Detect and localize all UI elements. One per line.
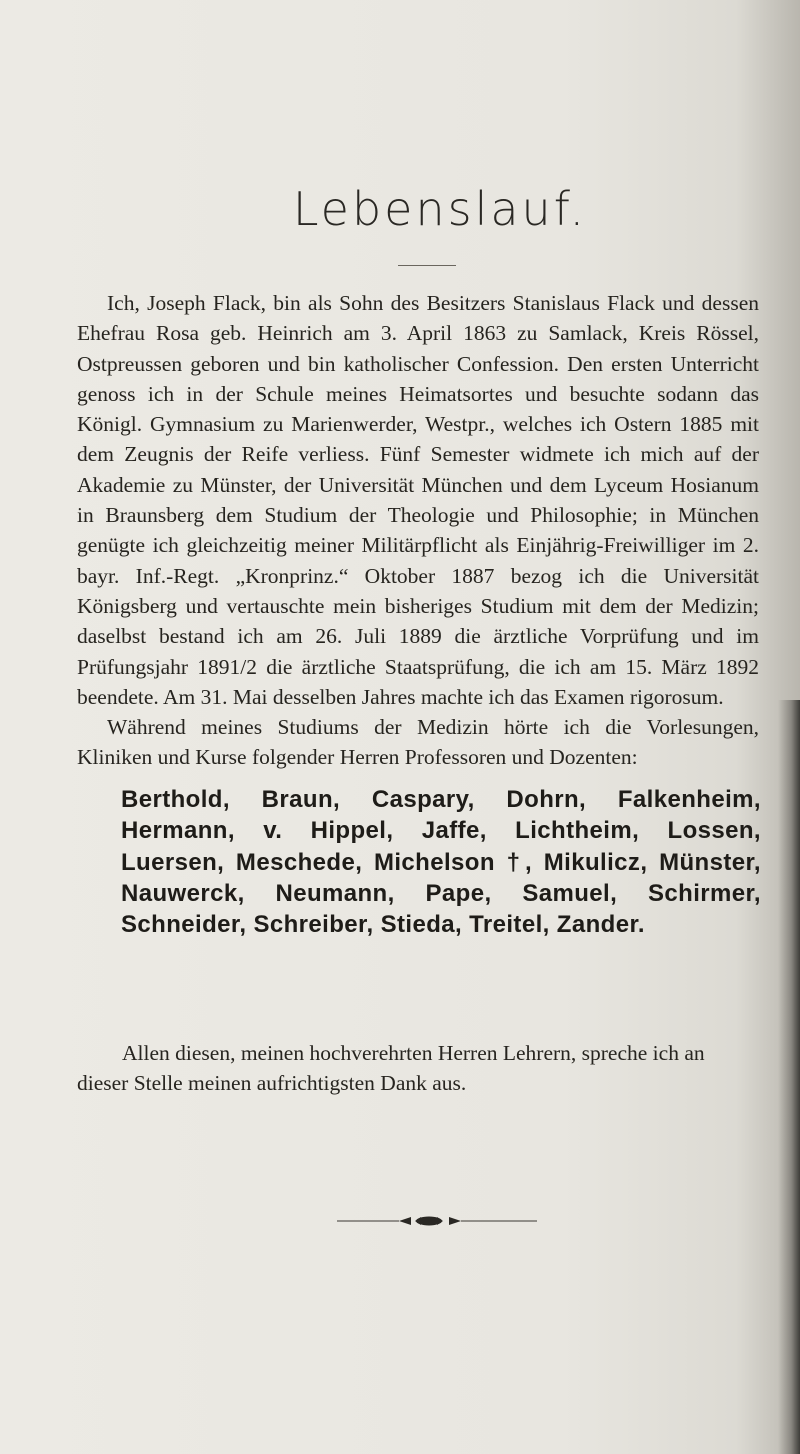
acknowledgement-text: [77, 1038, 759, 1099]
professors-list: Berthold, Braun, Caspary, Dohrn, Falkenheim, Hermann, v. Hippel, Jaffe, Lichtheim, Lossen, Luersen, Meschede, Michelson †, Mikulicz, Münster, Nauwerck, Neumann, Pape, Samuel, Schirmer, Schneider, Schreiber, Stieda, Treitel, Zander.: [121, 786, 761, 939]
paragraph-studies: Während meines Studiums der Medizin hörte ich die Vorlesungen, Kliniken und Kurse folgender Herren Professoren und Dozenten:: [77, 715, 759, 770]
biography-text: [77, 288, 759, 773]
ornament-divider-icon: [337, 1214, 537, 1228]
title-divider: [398, 265, 456, 266]
document-title: Lebenslauf.: [292, 182, 588, 236]
paragraph-biography: Ich, Joseph Flack, bin als Sohn des Besitzers Stanislaus Flack und dessen Ehefrau Rosa geb. Heinrich am 3. April 1863 zu Samlack, Kreis Rössel, Ostpreussen geboren und bin katholischer Confession. Den ersten Unterricht genoss ich in der Schule meines Heimatsortes und besuchte sodann das Königl. Gymnasium zu Marienwerder, Westpr., welches ich Ostern 1885 mit dem Zeugnis der Reife verliess. Fünf Semester widmete ich mich auf der Akademie zu Münster, der Universität München und dem Lyceum Hosianum in Braunsberg dem Studium der Theologie und Philosophie; in München genügte ich gleichzeitig meiner Militärpflicht als Einjährig-Freiwilliger im 2. bayr. Inf.-Regt. „Kronprinz.“ Oktober 1887 bezog ich die Universität Königsberg und vertauschte mein bisheriges Studium mit dem der Medizin; daselbst bestand ich am 26. Juli 1889 die ärztliche Vorprüfung und im Prüfungsjahr 1891/2 die ärztliche Staatsprüfung, die ich am 15. März 1892 beendete. Am 31. Mai desselben Jahres machte ich das Examen rigorosum.: [77, 291, 759, 709]
paragraph-thanks: Allen diesen, meinen hochverehrten Herren Lehrern, spreche ich an dieser Stelle meinen aufrichtigsten Dank aus.: [77, 1041, 705, 1096]
page-edge-shadow: [778, 700, 800, 1454]
